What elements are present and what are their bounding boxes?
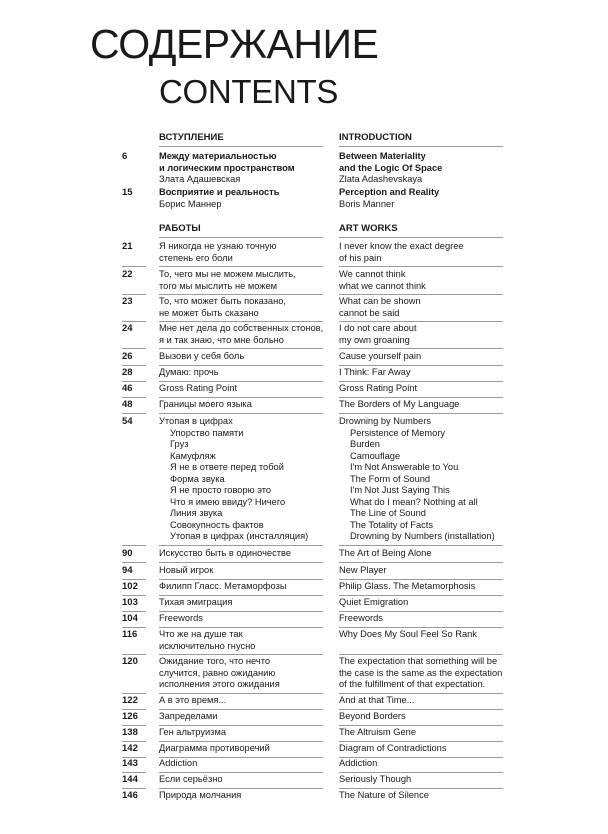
divider-line	[122, 348, 146, 349]
toc-page-number: 116	[122, 629, 138, 640]
toc-page-number: 142	[122, 743, 138, 754]
toc-title-line: Gross Rating Point	[159, 383, 238, 393]
toc-title-line: Тихая эмиграция	[159, 597, 233, 607]
toc-title-line: исполнения этого ожидания	[159, 679, 280, 689]
toc-title-line: случится, равно ожиданию	[159, 667, 276, 678]
toc-page-number: 28	[122, 367, 133, 378]
toc-title-line: исключительно гнусно	[159, 640, 256, 651]
toc-title-russian	[159, 656, 280, 691]
toc-title-english	[339, 367, 410, 379]
divider-line	[339, 365, 503, 366]
toc-title-line: Я никогда не узнаю точную	[159, 241, 277, 251]
divider-line	[339, 595, 503, 596]
toc-title-line: Если серьёзно	[159, 774, 223, 784]
divider-line	[122, 627, 146, 628]
toc-page-number: 104	[122, 613, 138, 624]
toc-title-russian	[159, 581, 287, 593]
toc-page-number: 24	[122, 323, 133, 334]
divider-line	[159, 294, 323, 295]
divider-line	[159, 579, 323, 580]
toc-title-line: my own groaning	[339, 334, 410, 345]
divider-line	[122, 788, 146, 789]
toc-title-line: Границы моего языка	[159, 399, 252, 409]
divider-line	[339, 611, 503, 612]
toc-title-english	[339, 269, 426, 292]
toc-title-line: Запределами	[159, 711, 218, 721]
toc-title-line: Perception and Reality	[339, 187, 440, 197]
divider-line	[122, 381, 146, 382]
divider-line	[159, 654, 323, 655]
toc-title-line: Drowning by Numbers (installation)	[350, 531, 495, 541]
toc-page-number: 6	[122, 151, 128, 162]
page-title-russian: СОДЕРЖАНИЕ	[90, 21, 379, 67]
divider-line	[159, 266, 323, 267]
divider-line	[159, 397, 323, 398]
toc-title-english	[339, 187, 439, 210]
toc-title-line: Addiction	[339, 758, 378, 768]
toc-title-line: The Art of Being Alone	[339, 548, 432, 558]
toc-title-line: Я не в ответе перед тобой	[170, 462, 284, 472]
toc-title-line: Addiction	[159, 758, 198, 768]
toc-title-line: Between Materiality	[339, 151, 426, 161]
toc-title-line: Drowning by Numbers	[339, 416, 431, 426]
divider-line	[339, 772, 503, 773]
divider-line	[339, 741, 503, 742]
toc-title-line: Природа молчания	[159, 790, 242, 800]
toc-title-english	[339, 695, 414, 707]
divider-line	[339, 237, 503, 238]
divider-line	[159, 562, 323, 563]
toc-title-line: и логическим пространством	[159, 162, 295, 173]
toc-title-line: Beyond Borders	[339, 711, 406, 721]
toc-title-line: Утопая в цифрах	[159, 416, 233, 426]
divider-line	[339, 709, 503, 710]
toc-title-line: of his pain	[339, 252, 382, 263]
toc-title-russian	[159, 758, 197, 770]
divider-line	[339, 693, 503, 694]
toc-title-line: Думаю: прочь	[159, 367, 219, 377]
toc-title-line: Why Does My Soul Feel So Rank	[339, 629, 477, 639]
section-heading-russian: РАБОТЫ	[159, 223, 201, 234]
toc-title-english	[339, 296, 421, 319]
toc-title-english	[339, 629, 477, 641]
toc-title-line: Ген альтруизма	[159, 727, 227, 737]
toc-title-line: Между материальностью	[159, 151, 277, 161]
toc-title-line: Новый игрок	[159, 565, 214, 575]
divider-line	[159, 146, 323, 147]
divider-line	[122, 741, 146, 742]
section-heading-english: ART WORKS	[339, 223, 398, 234]
divider-line	[159, 413, 323, 414]
toc-title-line: Diagram of Contradictions	[339, 743, 447, 753]
toc-title-line: Мне нет дела до собственных стонов,	[159, 323, 324, 333]
toc-title-russian	[159, 548, 291, 560]
divider-line	[122, 294, 146, 295]
toc-title-line: Упорство памяти	[170, 427, 244, 438]
toc-title-line: Диаграмма противоречий	[159, 743, 270, 753]
divider-line	[339, 579, 503, 580]
toc-title-russian	[159, 269, 296, 292]
toc-title-line: Gross Rating Point	[339, 383, 418, 393]
toc-title-russian	[159, 187, 279, 210]
divider-line	[159, 348, 323, 349]
divider-line	[339, 146, 503, 147]
divider-line	[159, 611, 323, 612]
toc-title-line: Seriously Though	[339, 774, 412, 784]
toc-page-number: 143	[122, 758, 138, 769]
divider-line	[159, 321, 323, 322]
toc-title-line: Zlata Adashevskaya	[339, 174, 423, 184]
divider-line	[159, 772, 323, 773]
toc-title-english	[339, 383, 417, 395]
toc-title-line: I Think: Far Away	[339, 367, 411, 377]
toc-title-english	[339, 151, 442, 186]
toc-page-number: 144	[122, 774, 138, 785]
divider-line	[339, 348, 503, 349]
toc-page-number: 46	[122, 383, 133, 394]
divider-line	[339, 294, 503, 295]
toc-title-english	[339, 323, 417, 346]
toc-title-line: Груз	[170, 439, 189, 449]
divider-line	[122, 545, 146, 546]
toc-title-line: The Totality of Facts	[350, 519, 434, 530]
toc-title-line: я и так знаю, что мне больно	[159, 334, 284, 345]
divider-line	[122, 725, 146, 726]
toc-title-english	[339, 597, 408, 609]
divider-line	[159, 709, 323, 710]
toc-title-line: Что я имею ввиду? Ничего	[170, 496, 286, 507]
toc-title-line: Восприятие и реальность	[159, 187, 280, 197]
toc-title-line: The expectation that something will be	[339, 656, 498, 666]
toc-title-line: не может быть сказано	[159, 307, 259, 318]
toc-title-line: The Form of Sound	[350, 473, 431, 484]
toc-title-line: Quiet Emigration	[339, 597, 409, 607]
toc-title-line: То, чего мы не можем мыслить,	[159, 269, 296, 279]
divider-line	[122, 321, 146, 322]
divider-line	[122, 611, 146, 612]
toc-page-number: 15	[122, 187, 133, 198]
toc-title-english	[339, 790, 429, 802]
toc-title-line: What can be shown	[339, 296, 421, 306]
toc-page-number: 120	[122, 656, 138, 667]
section-heading-english: INTRODUCTION	[339, 132, 412, 143]
divider-line	[122, 693, 146, 694]
toc-title-russian	[159, 416, 308, 543]
divider-line	[122, 579, 146, 580]
divider-line	[159, 725, 323, 726]
toc-title-line: Freewords	[339, 613, 383, 623]
toc-title-russian	[159, 323, 323, 346]
toc-title-line: Cause yourself pain	[339, 351, 422, 361]
toc-title-line: Burden	[350, 439, 380, 449]
divider-line	[159, 627, 323, 628]
section-heading-russian: ВСТУПЛЕНИЕ	[159, 132, 224, 143]
divider-line	[339, 654, 503, 655]
toc-page-number: 22	[122, 269, 133, 280]
toc-title-russian	[159, 774, 223, 786]
toc-title-line: New Player	[339, 565, 387, 575]
toc-title-russian	[159, 241, 277, 264]
page-title-english: CONTENTS	[159, 73, 339, 110]
toc-page-number: 90	[122, 548, 133, 559]
toc-title-line: We cannot think	[339, 269, 406, 279]
divider-line	[159, 381, 323, 382]
toc-title-russian	[159, 367, 219, 379]
toc-page-number: 94	[122, 565, 133, 576]
toc-title-english	[339, 581, 475, 593]
divider-line	[159, 365, 323, 366]
toc-title-line: The Line of Sound	[350, 508, 426, 518]
toc-page-number: 54	[122, 416, 133, 427]
divider-line	[159, 788, 323, 789]
toc-title-russian	[159, 565, 213, 577]
divider-line	[122, 266, 146, 267]
toc-title-russian	[159, 296, 286, 319]
toc-title-line: Freewords	[159, 613, 203, 623]
toc-title-line: I never know the exact degree	[339, 241, 464, 251]
toc-title-russian	[159, 695, 226, 707]
toc-title-line: What do I mean? Nothing at all	[350, 496, 478, 507]
toc-title-russian	[159, 790, 241, 802]
toc-title-english	[339, 743, 446, 755]
toc-title-english	[339, 711, 406, 723]
toc-title-russian	[159, 597, 232, 609]
toc-title-line: Camouflage	[350, 450, 401, 461]
toc-title-line: Линия звука	[170, 508, 223, 518]
toc-title-russian	[159, 613, 203, 625]
toc-title-line: and the Logic Of Space	[339, 162, 443, 173]
toc-title-english	[339, 656, 502, 691]
toc-title-russian	[159, 383, 237, 395]
toc-title-english	[339, 727, 416, 739]
toc-title-line: Злата Адашевская	[159, 174, 241, 184]
toc-title-russian	[159, 399, 252, 411]
divider-line	[159, 595, 323, 596]
divider-line	[339, 545, 503, 546]
divider-line	[339, 397, 503, 398]
toc-title-line: Ожидание того, что нечто	[159, 656, 271, 666]
toc-title-line: Что же на душе так	[159, 629, 243, 639]
toc-title-english	[339, 565, 387, 577]
toc-title-english	[339, 758, 377, 770]
toc-title-line: Вызови у себя боль	[159, 351, 245, 361]
divider-line	[122, 709, 146, 710]
toc-title-line: I'm Not Just Saying This	[350, 485, 450, 495]
toc-title-line: Камуфляж	[170, 450, 216, 461]
toc-title-line: Борис Маннер	[159, 198, 222, 209]
toc-title-line: Искусство быть в одиночестве	[159, 548, 292, 558]
divider-line	[122, 397, 146, 398]
toc-title-line: То, что может быть показано,	[159, 296, 286, 306]
divider-line	[122, 595, 146, 596]
toc-title-line: The Borders of My Language	[339, 399, 460, 409]
divider-line	[159, 741, 323, 742]
toc-title-line: The Altruism Gene	[339, 727, 416, 737]
toc-title-line: Я не просто говорю это	[170, 485, 272, 495]
toc-title-line: of the fulfillment of that expectation.	[339, 679, 486, 689]
divider-line	[339, 381, 503, 382]
toc-page-number: 122	[122, 695, 138, 706]
toc-title-english	[339, 241, 464, 264]
toc-title-russian	[159, 711, 217, 723]
toc-title-line: Утопая в цифрах (инсталляция)	[170, 531, 309, 541]
toc-title-english	[339, 613, 383, 625]
toc-page-number: 21	[122, 241, 133, 252]
toc-page-number: 126	[122, 711, 138, 722]
toc-title-russian	[159, 727, 226, 739]
toc-title-line: Совокупность фактов	[170, 519, 264, 530]
divider-line	[159, 693, 323, 694]
toc-title-russian	[159, 351, 244, 363]
divider-line	[339, 321, 503, 322]
toc-page-number: 138	[122, 727, 138, 738]
divider-line	[339, 725, 503, 726]
toc-title-russian	[159, 151, 295, 186]
divider-line	[339, 788, 503, 789]
toc-page-number: 103	[122, 597, 138, 608]
divider-line	[122, 772, 146, 773]
toc-title-line: cannot be said	[339, 307, 400, 318]
toc-title-english	[339, 548, 432, 560]
toc-title-line: А в это время...	[159, 695, 227, 705]
divider-line	[159, 237, 323, 238]
divider-line	[339, 562, 503, 563]
toc-title-line: what we cannot think	[339, 280, 426, 291]
toc-title-line: I'm Not Answerable to You	[350, 462, 459, 472]
divider-line	[339, 413, 503, 414]
toc-title-line: Форма звука	[170, 473, 225, 484]
divider-line	[339, 266, 503, 267]
toc-page-number: 48	[122, 399, 133, 410]
toc-title-line: Филипп Гласс. Метаморфозы	[159, 581, 287, 591]
toc-title-russian	[159, 629, 255, 652]
toc-title-line: степень его боли	[159, 252, 233, 263]
toc-title-line: The Nature of Silence	[339, 790, 429, 800]
divider-line	[339, 627, 503, 628]
divider-line	[122, 413, 146, 414]
toc-page-number: 26	[122, 351, 133, 362]
toc-title-english	[339, 399, 459, 411]
toc-title-line: Philip Glass. The Metamorphosis	[339, 581, 476, 591]
toc-page-number: 146	[122, 790, 138, 801]
divider-line	[159, 545, 323, 546]
toc-title-english	[339, 351, 421, 363]
divider-line	[122, 365, 146, 366]
toc-title-line: Persistence of Memory	[350, 427, 446, 438]
toc-title-line: And at that Time...	[339, 695, 415, 705]
divider-line	[122, 562, 146, 563]
toc-title-line: I do not care about	[339, 323, 417, 333]
toc-title-line: the case is the same as the expectation	[339, 667, 503, 678]
toc-title-english	[339, 774, 411, 786]
toc-page-number: 23	[122, 296, 133, 307]
toc-page-number: 102	[122, 581, 138, 592]
toc-title-line: того мы мыслить не можем	[159, 280, 278, 291]
toc-title-russian	[159, 743, 270, 755]
toc-title-line: Boris Manner	[339, 198, 395, 209]
toc-title-english	[339, 416, 495, 543]
divider-line	[122, 654, 146, 655]
